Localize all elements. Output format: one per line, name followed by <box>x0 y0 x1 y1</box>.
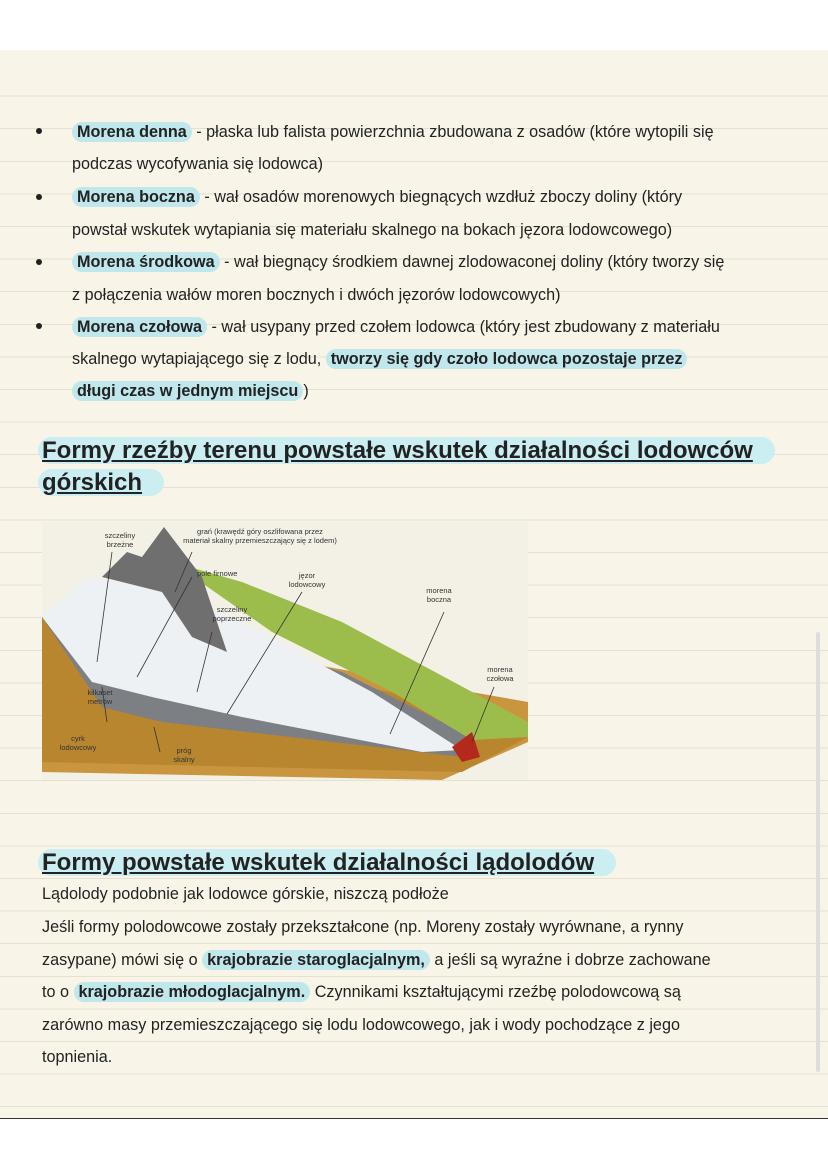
section-heading <box>42 849 616 877</box>
definition: - płaska lub falista powierzchnia zbudowana z osadów (które wytopili się <box>191 123 714 141</box>
text: ) <box>303 382 309 400</box>
highlight: krajobrazie młodoglacjalnym. <box>78 983 306 1001</box>
definition: - wał biegnący środkiem dawnej zlodowaconej doliny (który tworzy się <box>219 253 725 271</box>
highlight: długi czas w jednym miejscu <box>77 382 299 400</box>
label-morena-boczna: morena boczna <box>426 586 452 604</box>
label-kilkaset-metrow: kilkaset metrów <box>87 688 113 706</box>
bullet <box>36 323 42 329</box>
label-cyrk: cyrk lodowcowy <box>59 734 97 752</box>
heading-text: Formy powstałe wskutek działalności lądolodów <box>38 849 616 876</box>
bullet <box>36 194 42 200</box>
label-gran: grań (krawędź góry oszlifowana przez materiał skalny przemieszczający się z lodem) <box>183 527 337 545</box>
label-morena-czolowa: morena czołowa <box>486 665 514 683</box>
text-line: zarówno masy przemieszczającego się lodu lodowcowego, jak i wody pochodzące z jego <box>42 1016 680 1034</box>
label-pole-firnowe: pole firnowe <box>197 569 238 578</box>
term: Morena boczna <box>77 188 195 206</box>
definition: - wał usypany przed czołem lodowca (który jest zbudowany z materiału <box>207 318 720 336</box>
scrollbar[interactable] <box>816 632 820 1072</box>
text: a jeśli są wyraźne i dobrze zachowane <box>429 951 711 969</box>
label-prog: próg skalny <box>173 746 195 764</box>
glacier-diagram <box>42 522 528 780</box>
heading-text: górskich <box>38 469 164 496</box>
definition-cont: powstał wskutek wytapiania się materiału skalnego na bokach jęzora lodowcowego) <box>72 221 673 239</box>
text-line <box>42 982 681 1002</box>
list-item <box>72 252 724 272</box>
label-szczeliny-brzezne: szczeliny brzeżne <box>104 531 136 549</box>
section-heading <box>42 437 775 465</box>
heading-text: Formy rzeźby terenu powstałe wskutek działalności lodowców <box>38 437 775 464</box>
definition-cont: z połączenia wałów moren bocznych i dwóch jęzorów lodowcowych) <box>72 286 561 304</box>
highlight: krajobrazie staroglacjalnym, <box>207 951 425 969</box>
text-line: Jeśli formy polodowcowe zostały przekształcone (np. Moreny zostały wyrównane, a rynny <box>42 918 684 936</box>
text: to o <box>42 983 74 1001</box>
list-item <box>72 317 720 337</box>
term: Morena czołowa <box>77 318 203 336</box>
text-line: Lądolody podobnie jak lodowce górskie, niszczą podłoże <box>42 885 449 903</box>
text: Czynnikami kształtującymi rzeźbę polodowcową są <box>310 983 681 1001</box>
definition-cont: podczas wycofywania się lodowca) <box>72 155 324 173</box>
bullet <box>36 128 42 134</box>
divider <box>0 1118 828 1119</box>
label-szczeliny-poprzeczne: szczeliny poprzeczne <box>212 605 252 623</box>
term: Morena denna <box>77 123 187 141</box>
text-line: topnienia. <box>42 1048 113 1066</box>
section-heading-cont <box>42 469 164 497</box>
text-line <box>42 950 711 970</box>
list-item <box>72 187 682 207</box>
highlight: tworzy się gdy czoło lodowca pozostaje przez <box>330 350 683 368</box>
definition-cont <box>72 381 309 401</box>
list-item <box>72 122 714 142</box>
text: zasypane) mówi się o <box>42 951 203 969</box>
definition-cont <box>72 349 687 369</box>
term: Morena środkowa <box>77 253 215 271</box>
definition: - wał osadów morenowych biegnących wzdłuż zboczy doliny (który <box>199 188 683 206</box>
text: skalnego wytapiającego się z lodu, <box>72 350 326 368</box>
bullet <box>36 259 42 265</box>
label-jezor: jęzor lodowcowy <box>288 571 326 589</box>
